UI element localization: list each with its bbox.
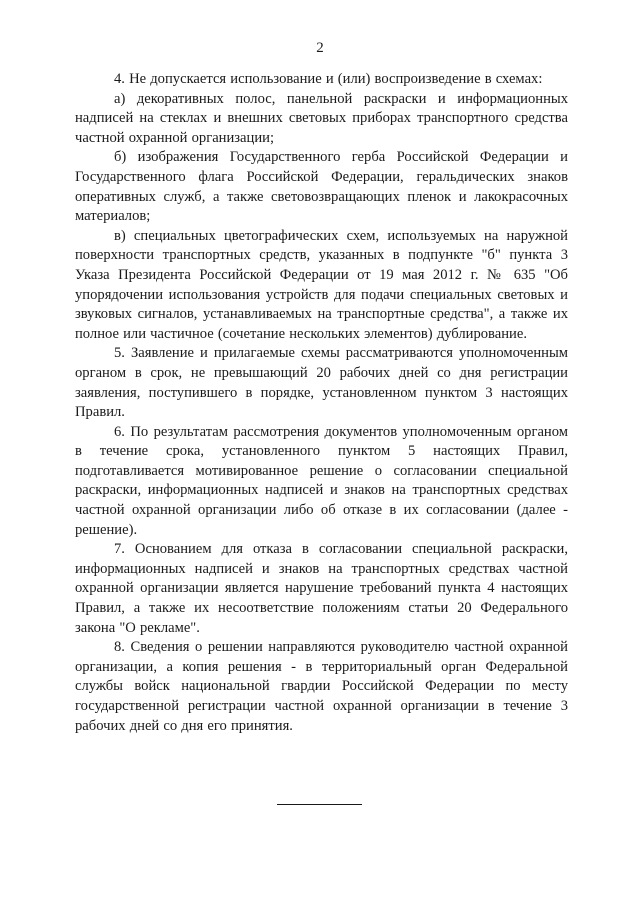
paragraph-8: 8. Сведения о решении направляются руководителю частной охранной организации, а копия решения - в территориальный орган Федеральной службы войск национальной гвардии Российской Федерации по месту государственной регистрации частной охранной организации в течение 3 рабочих дней со дня его принятия. <box>75 639 568 734</box>
paragraph-5: 5. Заявление и прилагаемые схемы рассматриваются уполномоченным органом в срок, не превышающий 20 рабочих дней со дня регистрации заявления, поступившего в порядке, установленном пунктом 3 настоящих Правил. <box>75 345 568 421</box>
paragraph-4a: а) декоративных полос, панельной раскраски и информационных надписей на стеклах и внешних световых приборах транспортного средства частной охранной организации; <box>75 90 568 146</box>
closing-rule <box>277 804 362 805</box>
paragraph-4c: в) специальных цветографических схем, используемых на наружной поверхности транспортных средств, указанных в подпункте "б" пункта 3 Указа Президента Российской Федерации от 19 мая 2012 г. № 635 "Об упорядочении использования устройств для подачи специальных световых и звуковых сигналов, устанавливаемых на транспортные средства", а также их полное или частичное (сочетание нескольких элементов) дублирование. <box>75 227 568 342</box>
paragraph-6: 6. По результатам рассмотрения документов уполномоченным органом в течение срока, установленного пунктом 5 настоящих Правил, подготавливается мотивированное решение о согласовании специальной раскраски, информационных надписей и знаков на транспортных средствах частной охранной организации либо об отказе в их согласовании (далее - решение). <box>75 423 568 538</box>
document-body <box>75 70 568 736</box>
paragraph-4-intro: 4. Не допускается использование и (или) воспроизведение в схемах: <box>114 71 543 87</box>
paragraph-4b: б) изображения Государственного герба Российской Федерации и Государственного флага Российской Федерации, геральдических знаков оперативных служб, а также световозвращающих пленок и лакокрасочных материалов; <box>75 149 568 225</box>
paragraph-7: 7. Основанием для отказа в согласовании специальной раскраски, информационных надписей и знаков на транспортных средствах частной охранной организации является нарушение требований пункта 4 настоящих Правил, а также их несоответствие положениям статьи 20 Федерального закона "О рекламе". <box>75 541 568 636</box>
page-number: 2 <box>316 40 324 56</box>
